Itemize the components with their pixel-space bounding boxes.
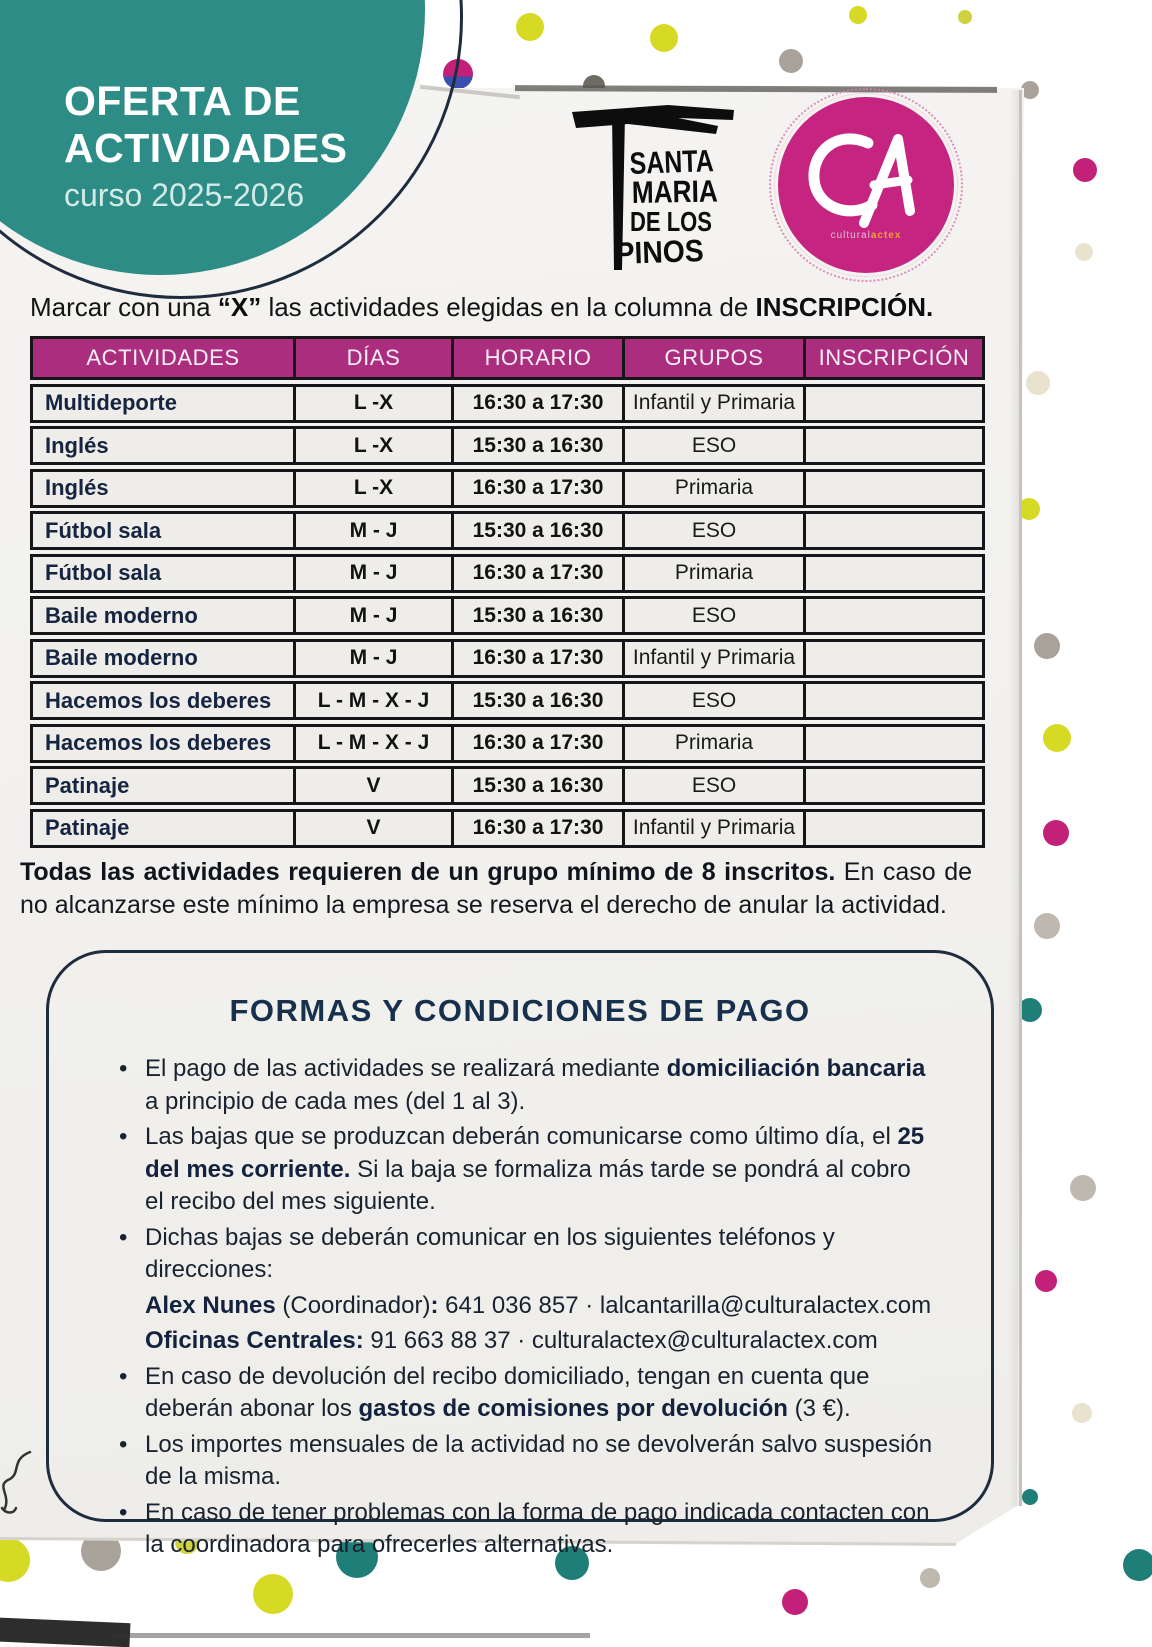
inscription-cell[interactable] bbox=[806, 812, 982, 845]
group-cell: Infantil y Primaria bbox=[625, 812, 806, 845]
x-mark-hint: “X” bbox=[217, 292, 262, 322]
scan-artifact bbox=[110, 1633, 590, 1638]
header-horario: HORARIO bbox=[454, 339, 625, 377]
paper-right-shadow bbox=[1009, 90, 1019, 1506]
polka-dot bbox=[1043, 724, 1071, 752]
days-cell: M - J bbox=[296, 642, 454, 675]
polka-dot bbox=[920, 1568, 940, 1588]
title-line-1: OFERTA DE bbox=[64, 78, 301, 124]
activity-cell: Hacemos los deberes bbox=[33, 727, 296, 760]
activity-cell: Fútbol sala bbox=[33, 557, 296, 590]
inscription-cell[interactable] bbox=[806, 684, 982, 717]
table-row bbox=[30, 766, 985, 805]
header-actividades: ACTIVIDADES bbox=[33, 339, 296, 377]
bullet-dot: • bbox=[119, 1430, 128, 1458]
activity-cell: Baile moderno bbox=[33, 642, 296, 675]
polka-dot bbox=[1075, 243, 1093, 261]
polka-dot bbox=[779, 49, 803, 73]
title-line-2: ACTIVIDADES bbox=[64, 125, 348, 171]
days-cell: L - M - X - J bbox=[296, 727, 454, 760]
schedule-cell: 16:30 a 17:30 bbox=[454, 812, 625, 845]
group-cell: ESO bbox=[625, 429, 806, 462]
schedule-cell: 15:30 a 16:30 bbox=[454, 684, 625, 717]
table-row bbox=[30, 426, 985, 465]
polka-dot bbox=[1123, 1549, 1152, 1581]
paper-right-edge bbox=[1019, 90, 1022, 1506]
payment-item: • Dichas bajas se deberán comunicar en los siguientes teléfonos y direcciones: bbox=[119, 1223, 835, 1283]
schedule-cell: 15:30 a 16:30 bbox=[454, 769, 625, 802]
schedule-cell: 16:30 a 17:30 bbox=[454, 727, 625, 760]
activity-cell: Multideporte bbox=[33, 387, 296, 420]
polka-dot bbox=[1034, 633, 1060, 659]
polka-dot bbox=[782, 1589, 808, 1615]
inscription-cell[interactable] bbox=[806, 429, 982, 462]
payment-title: FORMAS Y CONDICIONES DE PAGO bbox=[229, 993, 811, 1028]
inscription-word: INSCRIPCIÓN. bbox=[755, 292, 934, 322]
polka-dot bbox=[958, 10, 972, 24]
page-title bbox=[64, 78, 347, 214]
activity-cell: Hacemos los deberes bbox=[33, 684, 296, 717]
inscription-cell[interactable] bbox=[806, 642, 982, 675]
payment-item: • El pago de las actividades se realizará mediante domiciliación bancaria a principio de cada mes (del 1 al 3). bbox=[119, 1055, 926, 1115]
polka-dot bbox=[1070, 1175, 1096, 1201]
group-cell: ESO bbox=[625, 769, 806, 802]
days-cell: L -X bbox=[296, 472, 454, 505]
schedule-cell: 16:30 a 17:30 bbox=[454, 642, 625, 675]
payment-item: Alex Nunes (Coordinador): 641 036 857 · lalcantarilla@culturalactex.com bbox=[145, 1291, 932, 1319]
minimum-group-note: Todas las actividades requieren de un grupo mínimo de 8 inscritos. En caso de no alcanzarse este mínimo la empresa se reserva el derecho de anular la actividad. bbox=[20, 858, 972, 919]
group-cell: ESO bbox=[625, 514, 806, 547]
days-cell: M - J bbox=[296, 599, 454, 632]
table-row bbox=[30, 681, 985, 720]
schedule-cell: 15:30 a 16:30 bbox=[454, 599, 625, 632]
table-row bbox=[30, 596, 985, 635]
table-row bbox=[30, 724, 985, 763]
culturalactex-logo bbox=[778, 97, 954, 273]
bullet-dot: • bbox=[119, 1123, 128, 1150]
polka-dot bbox=[516, 13, 544, 41]
activity-cell: Patinaje bbox=[33, 812, 296, 845]
schedule-cell: 16:30 a 17:30 bbox=[454, 387, 625, 420]
payment-conditions-box bbox=[46, 950, 994, 1558]
bullet-dot: • bbox=[119, 1055, 128, 1082]
schedule-cell: 15:30 a 16:30 bbox=[454, 514, 625, 547]
days-cell: M - J bbox=[296, 557, 454, 590]
activity-cell: Inglés bbox=[33, 429, 296, 462]
course-year: curso 2025-2026 bbox=[64, 177, 305, 213]
table-row bbox=[30, 384, 985, 423]
school-logo-line: SANTA bbox=[629, 142, 735, 181]
polka-dot bbox=[1043, 820, 1069, 846]
inscription-cell[interactable] bbox=[806, 599, 982, 632]
inscription-cell[interactable] bbox=[806, 472, 982, 505]
inscription-cell[interactable] bbox=[806, 387, 982, 420]
payment-item: Oficinas Centrales: 91 663 88 37 · culturalactex@culturalactex.com bbox=[145, 1327, 878, 1354]
table-row bbox=[30, 469, 985, 508]
activity-cell: Fútbol sala bbox=[33, 514, 296, 547]
polka-dot bbox=[1073, 158, 1097, 182]
school-logo-line: MARIA bbox=[631, 173, 734, 210]
payment-item: • En caso de tener problemas con la forma de pago indicada contacten con la coordinadora para ofrecerles alternativas. bbox=[119, 1498, 930, 1558]
inscription-cell[interactable] bbox=[806, 514, 982, 547]
payment-item: • Las bajas que se produzcan deberán comunicarse como último día, el 25 del mes corriente. Si la baja se formaliza más tarde se pondrá al cobro el recibo del mes siguiente. bbox=[119, 1123, 925, 1215]
days-cell: M - J bbox=[296, 514, 454, 547]
polka-dot bbox=[1035, 1270, 1057, 1292]
group-cell: Primaria bbox=[625, 472, 806, 505]
table-header-row bbox=[30, 336, 985, 380]
group-cell: Infantil y Primaria bbox=[625, 387, 806, 420]
days-cell: V bbox=[296, 769, 454, 802]
activity-cell: Baile moderno bbox=[33, 599, 296, 632]
header-grupos: GRUPOS bbox=[625, 339, 806, 377]
group-cell: Primaria bbox=[625, 557, 806, 590]
polka-dot bbox=[0, 1538, 30, 1582]
polka-dot bbox=[1034, 913, 1060, 939]
schedule-cell: 15:30 a 16:30 bbox=[454, 429, 625, 462]
table-row bbox=[30, 554, 985, 593]
table-row bbox=[30, 511, 985, 550]
group-cell: Primaria bbox=[625, 727, 806, 760]
table-row bbox=[30, 809, 985, 848]
group-cell: Infantil y Primaria bbox=[625, 642, 806, 675]
bullet-dot: • bbox=[119, 1498, 128, 1526]
polka-dot bbox=[650, 24, 678, 52]
days-cell: V bbox=[296, 812, 454, 845]
logo-wordmark: culturalactex bbox=[830, 230, 902, 241]
school-logo-line: DE LOS bbox=[630, 206, 712, 237]
activity-cell: Inglés bbox=[33, 472, 296, 505]
school-logo bbox=[568, 96, 740, 276]
polka-dot bbox=[1022, 1489, 1038, 1505]
activities-table bbox=[30, 336, 985, 848]
payment-item: • Los importes mensuales de la actividad no se devolverán salvo suspesión de la misma. bbox=[119, 1430, 933, 1490]
logo-monogram-CA bbox=[802, 127, 930, 237]
bullet-dot: • bbox=[119, 1362, 128, 1390]
instruction-line: Marcar con una “X” las actividades elegidas en la columna de INSCRIPCIÓN. bbox=[30, 292, 934, 322]
payment-list bbox=[119, 1053, 933, 1562]
inscription-cell[interactable] bbox=[806, 769, 982, 802]
polka-dot bbox=[253, 1574, 293, 1614]
table-row bbox=[30, 639, 985, 678]
header-dias: DÍAS bbox=[296, 339, 454, 377]
schedule-cell: 16:30 a 17:30 bbox=[454, 557, 625, 590]
schedule-cell: 16:30 a 17:30 bbox=[454, 472, 625, 505]
group-cell: ESO bbox=[625, 599, 806, 632]
days-cell: L -X bbox=[296, 387, 454, 420]
school-logo-line: PINOS bbox=[615, 232, 713, 271]
brush-stroke bbox=[572, 105, 734, 134]
days-cell: L -X bbox=[296, 429, 454, 462]
polka-dot bbox=[1026, 371, 1050, 395]
bullet-dot: • bbox=[119, 1223, 128, 1251]
payment-item: • En caso de devolución del recibo domiciliado, tengan en cuenta que deberán abonar los gastos de comisiones por devolución (3 €). bbox=[119, 1362, 870, 1422]
activity-cell: Patinaje bbox=[33, 769, 296, 802]
group-cell: ESO bbox=[625, 684, 806, 717]
polka-dot bbox=[849, 6, 867, 24]
header-inscripcion: INSCRIPCIÓN bbox=[818, 345, 970, 370]
days-cell: L - M - X - J bbox=[296, 684, 454, 717]
handwritten-scribble bbox=[0, 1448, 40, 1520]
inscription-cell[interactable] bbox=[806, 727, 982, 760]
inscription-cell[interactable] bbox=[806, 557, 982, 590]
polka-dot bbox=[1072, 1403, 1092, 1423]
